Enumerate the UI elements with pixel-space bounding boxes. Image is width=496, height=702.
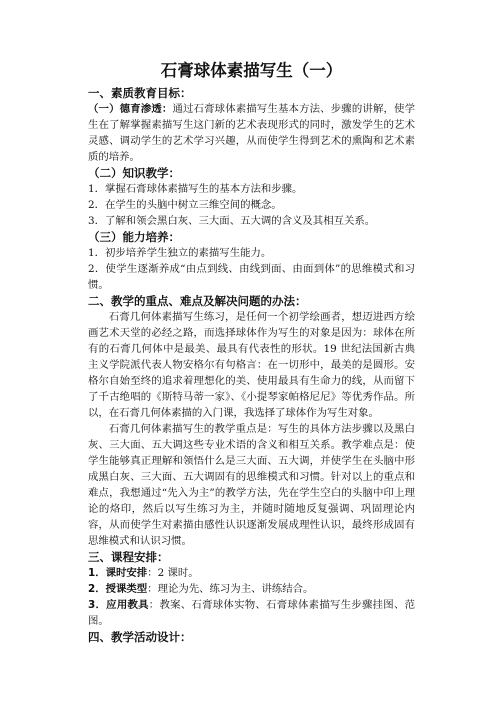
moral-education-text: 通过石膏球体素描写生基本方法、步骤的讲解，使学生在了解掌握素描写生这门新的艺术表现形式的同时，激发学生的艺术灵感、调动学生的艺术学习兴趣，从而使学生得到艺术的熏陶和艺术素质的培养。 xyxy=(88,103,416,163)
subheading-knowledge: （二）知识教学： xyxy=(88,166,180,180)
moral-education-paragraph xyxy=(88,101,415,165)
schedule-item-text: ：2 课时。 xyxy=(147,567,199,579)
schedule-item-label: 3．应用教具 xyxy=(88,599,149,611)
schedule-item xyxy=(88,581,415,597)
knowledge-item: 3．了解和领会黑白灰、三大面、五大调的含义及其相互关系。 xyxy=(88,215,376,227)
section-heading-activities: 四、教学活动设计： xyxy=(88,630,192,644)
ability-item: 2．使学生逐渐养成“由点到线、由线到面、由面到体”的思维模式和习惯。 xyxy=(88,263,415,291)
ability-item: 1．初步培养学生独立的素描写生能力。 xyxy=(88,247,272,259)
schedule-item xyxy=(88,565,415,581)
schedule-item-label: 1．课时安排 xyxy=(88,567,148,579)
section-heading-key-points: 二、教学的重点、难点及解决问题的办法： xyxy=(88,294,307,308)
subheading-ability: （三）能力培养： xyxy=(88,230,180,244)
key-points-paragraph-1: 石膏几何体素描写生练习，是任何一个初学绘画者，想迈进西方绘画艺术天堂的必经之路，而选择球体作为写生的对象是因为：球体在所有的石膏几何体中是最美、最具有代表性的形状。19 世纪法国新古典主义学院派代表人物安格尔有句格言：在一切形中，最美的是圆形。安格尔自始至终的追求着理想化的美、使用最具有生命力的线，从而留下了千古绝唱的《斯特马蒂一家》、《小提琴家帕格尼尼》等优秀作品。所以，在石膏几何体素描的入门课，我选择了球体作为写生对象。 xyxy=(88,311,415,419)
schedule-item-label: 2．授课类型 xyxy=(88,583,148,595)
document-page xyxy=(88,60,415,645)
schedule-item xyxy=(88,597,415,629)
moral-education-label: （一）德育渗透： xyxy=(88,103,173,115)
knowledge-item: 1．掌握石膏球体素描写生的基本方法和步骤。 xyxy=(88,183,303,195)
document-title: 石膏球体素描写生（一） xyxy=(160,61,343,80)
schedule-item-text: ：理论为先、练习为主、讲练结合。 xyxy=(147,583,314,595)
key-points-paragraph-2: 石膏几何体素描写生的教学重点是：写生的具体方法步骤以及黑白灰、三大面、五大调这些专业术语的含义和相互关系。教学难点是：使学生能够真正理解和领悟什么是三大面、五大调，并使学生在头脑中形成黑白灰、三大面、五大调固有的思维模式和习惯。针对以上的重点和难点，我想通过“先入为主”的教学方法，先在学生空白的头脑中印上理论的烙印，然后以写生练习为主，并随时随地反复强调、巩固理论内容，从而使学生对素描由感性认识逐渐发展成理性认识，最终形成固有思维模式和认识习惯。 xyxy=(88,423,415,547)
section-heading-goals: 一、素质教育目标： xyxy=(88,86,192,100)
schedule-item-text: ：教案、石膏球体实物、石膏球体素描写生步骤挂图、范图。 xyxy=(88,599,415,627)
section-heading-schedule: 三、课程安排： xyxy=(88,550,169,564)
knowledge-item: 2．在学生的头脑中树立三维空间的概念。 xyxy=(88,199,282,211)
